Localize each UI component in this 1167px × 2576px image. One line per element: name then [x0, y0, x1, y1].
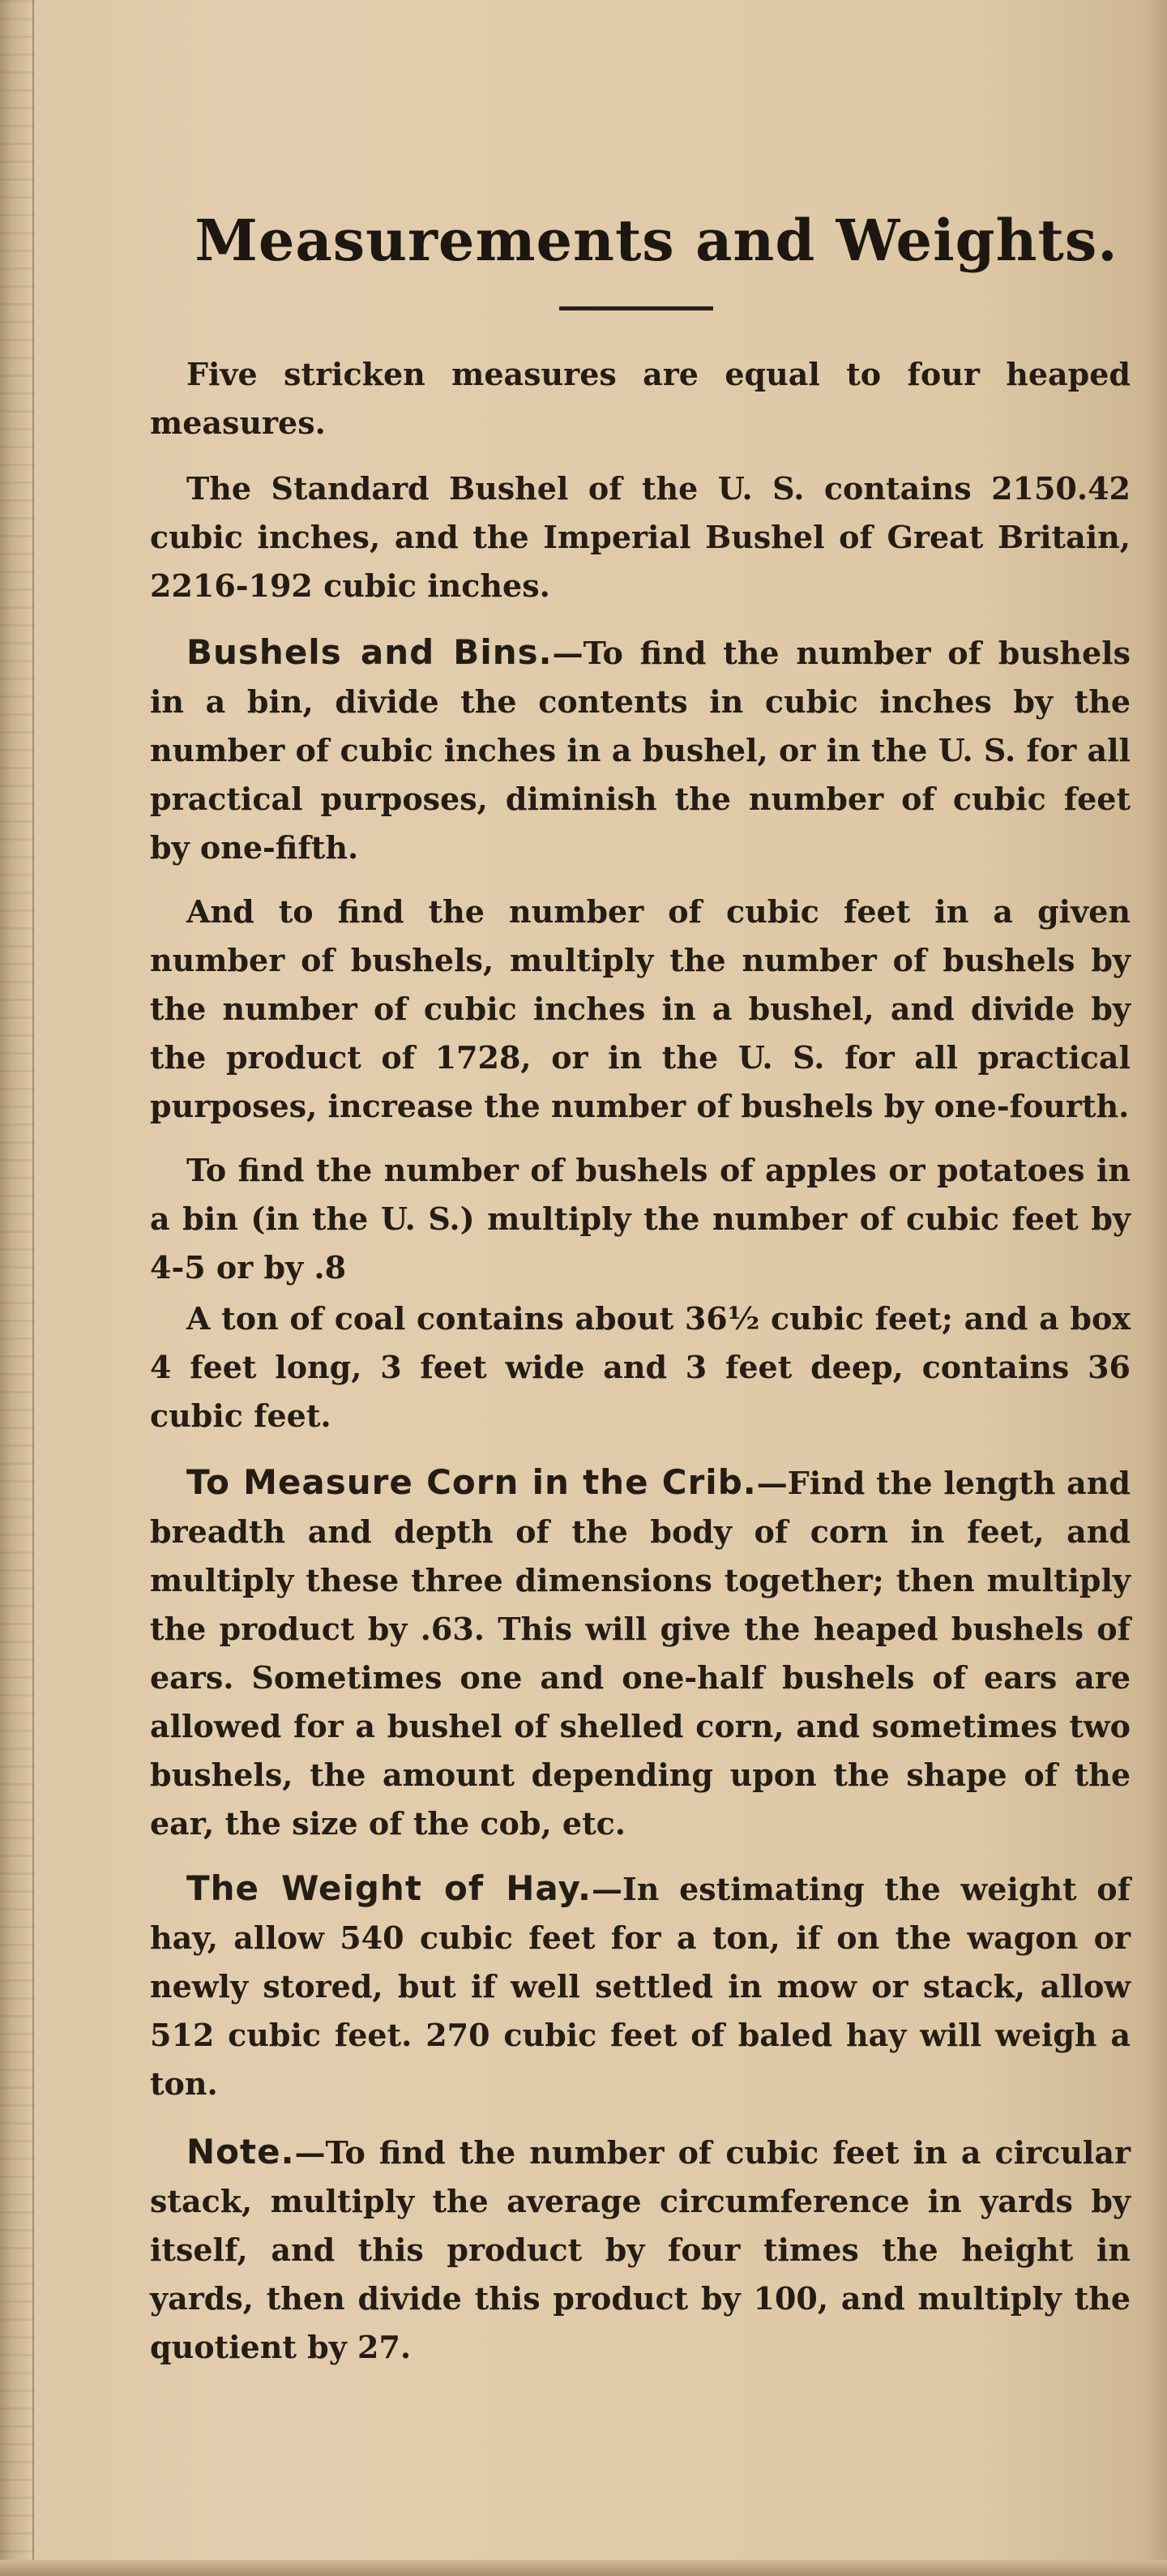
title-divider — [559, 306, 713, 310]
paragraph-text: A ton of coal contains about 36½ cubic feet; and a box 4 feet long, 3 feet wide and 3 feet deep, contains 36 cubic feet. — [150, 1300, 1131, 1434]
paragraph-text: Five stricken measures are equal to four heaped measures. — [150, 356, 1131, 441]
page-bottom-edge — [0, 2560, 1167, 2576]
paragraph-cubic-feet-from-bushels — [150, 887, 1131, 1131]
page-title: Measurements and Weights. — [194, 207, 1118, 274]
paragraph-ton-of-coal — [150, 1294, 1131, 1440]
paragraph-text: —Find the length and breadth and depth of the body of corn in feet, and multiply these three dimensions together; then multiply the product by .63. This will give the heaped bushels of ears. Sometimes one and one-half bushels of ears are allowed for a bushel of shelled corn, and sometimes two bushels, the amount depending upon the shape of the ear, the size of the cob, etc. — [150, 1465, 1131, 1842]
paragraph-weight-of-hay — [150, 1864, 1131, 2108]
paragraph-apples-potatoes — [150, 1145, 1131, 1292]
page-binding — [0, 0, 34, 2576]
paragraph-text: The Standard Bushel of the U. S. contains 2150.42 cubic inches, and the Imperial Bushel of Great Britain, 2216-192 cubic inches. — [150, 470, 1131, 604]
paragraph-text: And to find the number of cubic feet in a given number of bushels, multiply the number of bushels by the number of cubic inches in a bushel, and divide by the product of 1728, or in the U. S. for all practical purposes, increase the number of bushels by one-fourth. — [150, 893, 1131, 1124]
paragraph-head: Bushels and Bins. — [186, 632, 553, 672]
paragraph-bushels-and-bins — [150, 628, 1131, 872]
page-content — [150, 207, 1131, 2372]
paragraph-text: —To find the number of bushels in a bin, divide the contents in cubic inches by the number of cubic inches in a bushel, or in the U. S. for all practical purposes, diminish the number of cubic feet by one-fifth. — [150, 635, 1131, 866]
paragraph-text: —In estimating the weight of hay, allow 540 cubic feet for a ton, if on the wagon or newly stored, but if well settled in mow or stack, allow 512 cubic feet. 270 cubic feet of baled hay will weigh a ton. — [150, 1871, 1131, 2102]
paragraph-corn-in-crib — [150, 1458, 1131, 1848]
paragraph-head: To Measure Corn in the Crib. — [186, 1462, 757, 1502]
paragraph-text: —To find the number of cubic feet in a circular stack, multiply the average circumference in yards by itself, and this product by four times the height in yards, then divide this product by 100, and multiply the quotient by 27. — [150, 2134, 1131, 2365]
paragraph-note-circular-stack — [150, 2128, 1131, 2372]
paragraph-standard-bushel — [150, 464, 1131, 610]
paragraph-head: The Weight of Hay. — [186, 1868, 592, 1908]
paragraph-heaped-measures — [150, 349, 1131, 447]
paragraph-head: Note. — [186, 2132, 295, 2172]
paragraph-text: To find the number of bushels of apples or potatoes in a bin (in the U. S.) multiply the number of cubic feet by 4-5 or by .8 — [150, 1152, 1131, 1286]
